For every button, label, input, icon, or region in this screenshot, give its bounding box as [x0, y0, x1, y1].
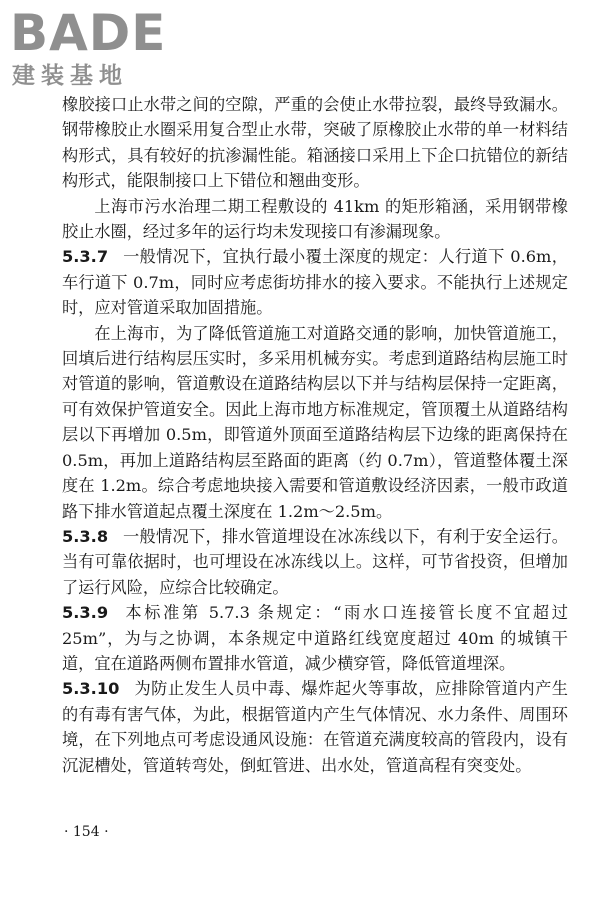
clause-5-3-7: [62, 244, 568, 320]
clause-5-3-10: [62, 676, 568, 778]
clause-text: 为防止发生人员中毒、爆炸起火等事故，应排除管道内产生的有毒有害气体，为此，根据管道内产生气体情况、水力条件、周围环境，在下列地点可考虑设通风设施：在管道充满度较高的管段内，设有沉泥槽处，管道转弯处，倒虹管进、出水处，管道高程有突变处。: [62, 679, 568, 775]
clause-number: 5.3.8: [62, 526, 109, 546]
clause-number: 5.3.7: [62, 247, 109, 267]
paragraph-continuation: 橡胶接口止水带之间的空隙，严重的会使止水带拉裂，最终导致漏水。钢带橡胶止水圈采用复合型止水带，突破了原橡胶止水带的单一材料结构形式，具有较好的抗渗漏性能。箱涵接口采用上下企口抗错位的新结构形式，能限制接口上下错位和翘曲变形。: [62, 95, 568, 191]
page-number: · 154 ·: [64, 824, 109, 840]
clause-number: 5.3.9: [62, 603, 109, 623]
clause-5-3-9: [62, 600, 568, 676]
document-body: [62, 92, 568, 778]
bade-logo: [10, 6, 180, 92]
clause-text: 一般情况下，排水管道埋设在冰冻线以下，有利于安全运行。当有可靠依据时，也可埋设在冰冻线以上。这样，可节省投资，但增加了运行风险，应综合比较确定。: [62, 526, 568, 597]
logo-wordmark: BADE: [10, 4, 167, 62]
clause-5-3-8: [62, 524, 568, 600]
paragraph-shanghai-box-culvert: 上海市污水治理二期工程敷设的 41km 的矩形箱涵，采用钢带橡胶止水圈，经过多年的运行均未发现接口有渗漏现象。: [62, 196, 568, 242]
clause-text: 本标准第 5.7.3 条规定：“雨水口连接管长度不宜超过 25m”，为与之协调，本条规定中道路红线宽度超过 40m 的城镇干道，宜在道路两侧布置排水管道，减少横穿管，降低管道埋深。: [62, 603, 568, 673]
logo-subtitle: 建装基地: [12, 63, 128, 89]
clause-number: 5.3.10: [62, 679, 120, 699]
clause-text: 一般情况下，宜执行最小覆土深度的规定：人行道下 0.6m，车行道下 0.7m，同时应考虑街坊排水的接入要求。不能执行上述规定时，应对管道采取加固措施。: [62, 247, 568, 318]
paragraph-shanghai-cover-depth: 在上海市，为了降低管道施工对道路交通的影响，加快管道施工，回填后进行结构层压实时，多采用机械夯实。考虑到道路结构层施工时对管道的影响，管道敷设在道路结构层以下并与结构层保持一定距离，可有效保护管道安全。因此上海市地方标准规定，管顶覆土从道路结构层以下再增加 0.5m，即管道外顶面至道路结构层下边缘的距离保持在 0.5m，再加上道路结构层至路面的距离（约 0.7m），管道整体覆土深度在 1.2m。综合考虑地块接入需要和管道敷设经济因素，一般市政道路下排水管道起点覆土深度在 1.2m～2.5m。: [62, 323, 568, 521]
